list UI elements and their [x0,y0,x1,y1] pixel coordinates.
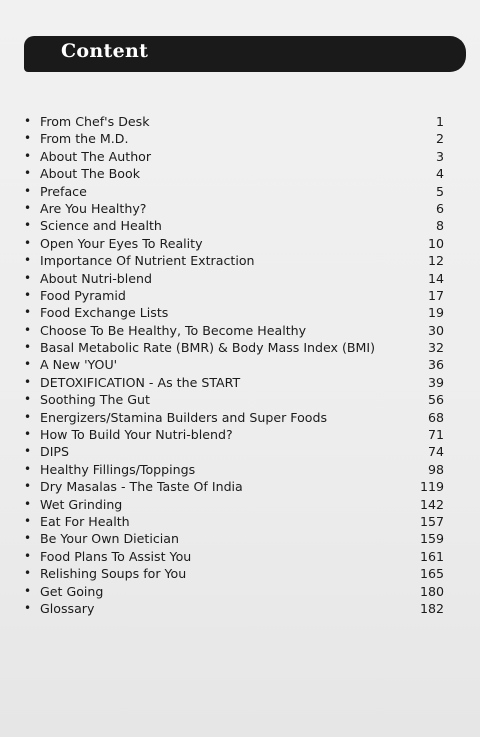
toc-entry-page-number: 157 [419,513,444,529]
toc-entry-title: Wet Grinding [40,496,123,512]
toc-entry-title: Relishing Soups for You [40,566,187,582]
toc-entry [0,148,480,165]
toc-entry-page-number: 39 [427,374,444,390]
toc-entry-page-number: 56 [427,392,444,408]
toc-entry-title: Preface [40,183,87,199]
toc-entry-title: Choose To Be Healthy, To Become Healthy [40,322,307,338]
bullet-icon: • [24,496,32,511]
bullet-icon: • [24,583,32,598]
toc-entry [0,426,480,443]
bullet-icon: • [24,166,32,181]
toc-entry-title: Open Your Eyes To Reality [40,235,203,251]
toc-entry [0,113,480,130]
toc-entry-page-number: 71 [427,427,444,443]
toc-entry-title: From the M.D. [40,131,129,147]
toc-entry-title: DIPS [40,444,70,460]
bullet-icon: • [24,444,32,459]
toc-entry [0,339,480,356]
toc-entry-page-number: 8 [435,218,444,234]
content-header-bar [24,36,466,72]
toc-entry-title: Importance Of Nutrient Extraction [40,253,255,269]
toc-entry-title: About The Book [40,166,141,182]
toc-entry-title: Food Exchange Lists [40,305,169,321]
toc-entry [0,287,480,304]
toc-entry [0,252,480,269]
page-title: Content [61,40,149,62]
toc-entry [0,600,480,617]
toc-entry-page-number: 17 [427,287,444,303]
toc-entry-page-number: 68 [427,409,444,425]
toc-entry-page-number: 19 [427,305,444,321]
toc-entry-title: About The Author [40,148,152,164]
bullet-icon: • [24,340,32,355]
toc-entry-title: Soothing The Gut [40,392,150,408]
toc-entry-title: Be Your Own Dietician [40,531,179,547]
toc-entry-page-number: 180 [419,583,444,599]
bullet-icon: • [24,374,32,389]
bullet-icon: • [24,531,32,546]
bullet-icon: • [24,461,32,476]
toc-entry-page-number: 142 [419,496,444,512]
toc-entry [0,461,480,478]
toc-entry-page-number: 30 [427,322,444,338]
toc-entry [0,409,480,426]
bullet-icon: • [24,183,32,198]
toc-entry-title: Basal Metabolic Rate (BMR) & Body Mass Index (BMI) [40,340,376,356]
toc-entry-page-number: 6 [435,200,444,216]
toc-entry [0,356,480,373]
toc-entry-page-number: 161 [419,548,444,564]
toc-entry-title: Food Plans To Assist You [40,548,192,564]
toc-entry [0,304,480,321]
toc-entry [0,217,480,234]
toc-entry-page-number: 182 [419,600,444,616]
bullet-icon: • [24,218,32,233]
toc-entry-title: Glossary [40,600,95,616]
toc-entry-title: Dry Masalas - The Taste Of India [40,479,243,495]
bullet-icon: • [24,253,32,268]
bullet-icon: • [24,427,32,442]
toc-entry-page-number: 74 [427,444,444,460]
bullet-icon: • [24,479,32,494]
bullet-icon: • [24,305,32,320]
toc-entry [0,374,480,391]
table-of-contents [0,113,480,617]
bullet-icon: • [24,357,32,372]
toc-entry-title: Healthy Fillings/Toppings [40,461,196,477]
toc-entry-title: Food Pyramid [40,287,126,303]
toc-entry-title: From Chef's Desk [40,114,150,129]
bullet-icon: • [24,409,32,424]
bullet-icon: • [24,287,32,302]
toc-entry-title: A New 'YOU' [40,357,118,373]
toc-entry [0,513,480,530]
toc-entry-title: Eat For Health [40,513,130,529]
toc-entry [0,200,480,217]
toc-entry-page-number: 98 [427,461,444,477]
toc-entry [0,130,480,147]
toc-entry-page-number: 2 [435,131,444,147]
bullet-icon: • [24,322,32,337]
toc-entry [0,548,480,565]
bullet-icon: • [24,600,32,615]
toc-entry-page-number: 5 [435,183,444,199]
bullet-icon: • [24,392,32,407]
toc-entry-title: Energizers/Stamina Builders and Super Foods [40,409,328,425]
bullet-icon: • [24,513,32,528]
toc-entry [0,322,480,339]
toc-entry-page-number: 1 [435,114,444,129]
toc-entry-page-number: 165 [419,566,444,582]
bullet-icon: • [24,566,32,581]
toc-entry-page-number: 119 [419,479,444,495]
toc-entry-title: Science and Health [40,218,162,234]
toc-entry-page-number: 14 [427,270,444,286]
bullet-icon: • [24,235,32,250]
bullet-icon: • [24,200,32,215]
bullet-icon: • [24,114,32,128]
toc-entry-page-number: 4 [435,166,444,182]
toc-entry-page-number: 32 [427,340,444,356]
toc-entry-title: DETOXIFICATION - As the START [40,374,241,390]
toc-entry-page-number: 12 [427,253,444,269]
toc-entry-title: How To Build Your Nutri-blend? [40,427,233,443]
bullet-icon: • [24,148,32,163]
toc-entry-title: Are You Healthy? [40,200,147,216]
toc-entry [0,478,480,495]
toc-entry-page-number: 3 [435,148,444,164]
toc-entry-page-number: 36 [427,357,444,373]
toc-entry [0,235,480,252]
bullet-icon: • [24,548,32,563]
bullet-icon: • [24,131,32,146]
toc-entry-title: About Nutri-blend [40,270,153,286]
toc-entry [0,496,480,513]
toc-entry [0,165,480,182]
toc-entry [0,530,480,547]
toc-entry [0,183,480,200]
toc-entry [0,443,480,460]
toc-entry-page-number: 10 [427,235,444,251]
toc-entry [0,583,480,600]
bullet-icon: • [24,270,32,285]
toc-entry [0,391,480,408]
toc-entry-title: Get Going [40,583,104,599]
toc-entry [0,565,480,582]
toc-entry-page-number: 159 [419,531,444,547]
toc-entry [0,270,480,287]
